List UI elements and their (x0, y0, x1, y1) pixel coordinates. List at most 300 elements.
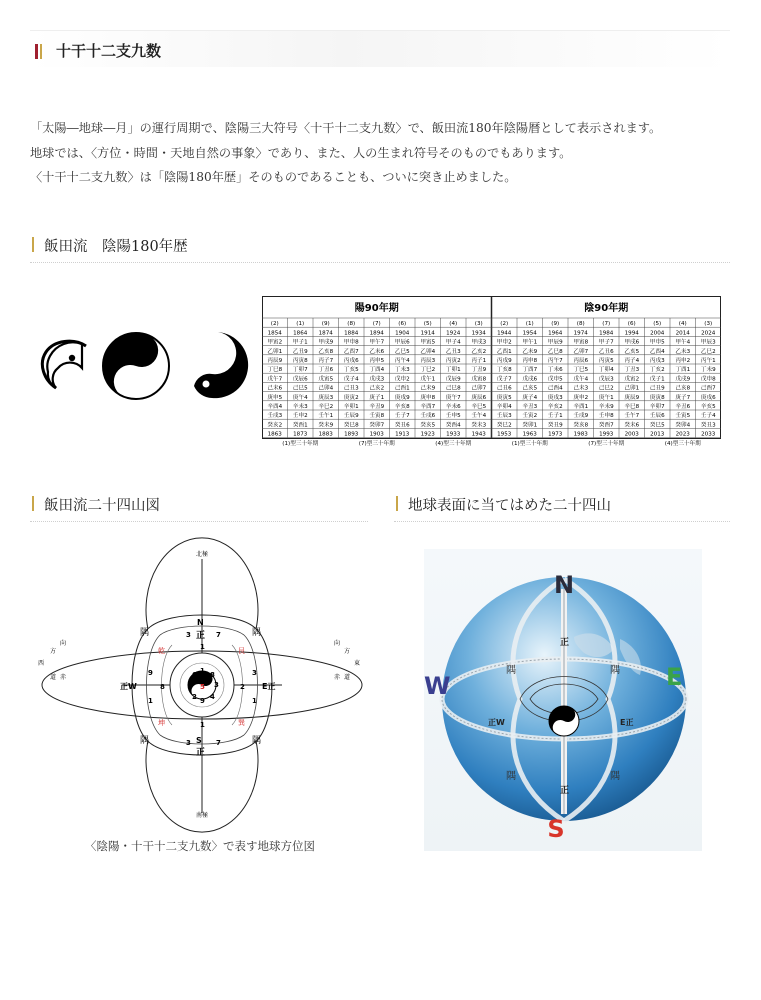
start-year: 2014 (675, 330, 690, 337)
ganzhi-cell: 戊午7 (267, 376, 283, 383)
start-year: 1994 (624, 330, 639, 337)
ganzhi-cell: 甲寅5 (420, 339, 436, 346)
start-year: 1864 (293, 330, 308, 337)
south-s-label: S (196, 736, 202, 745)
number-label: 3 (186, 631, 191, 639)
ganzhi-cell: 丙申2 (675, 358, 691, 364)
ganzhi-cell: 癸亥2 (267, 422, 283, 429)
left-outer-label: 方 (50, 648, 57, 655)
ganzhi-cell: 丙戌6 (343, 358, 359, 364)
ganzhi-cell: 戊辰3 (598, 376, 614, 383)
ganzhi-cell: 辛巳8 (624, 404, 640, 410)
ganzhi-cell: 辛卯1 (343, 404, 359, 410)
ganzhi-cell: 戊寅5 (318, 376, 334, 383)
ganzhi-cell: 丁亥8 (496, 367, 512, 374)
right-outer-label: 東 (354, 660, 361, 667)
number-label: 2 (240, 683, 245, 691)
ganzhi-cell: 己亥8 (675, 385, 691, 392)
end-year: 1943 (471, 431, 486, 438)
ganzhi-cell: 丁酉4 (369, 367, 385, 374)
trigram-label: 坤 (158, 719, 165, 727)
period-number: (2) (500, 321, 509, 328)
ganzhi-cell: 庚寅2 (343, 394, 359, 401)
ganzhi-cell: 癸酉7 (598, 422, 614, 429)
ganzhi-cell: 乙丑6 (598, 348, 614, 355)
ganzhi-cell: 辛未3 (292, 404, 308, 410)
section-title: 飯田流 陰陽180年歴 (44, 239, 188, 255)
ganzhi-cell: 乙丑3 (445, 348, 461, 355)
ganzhi-cell: 丁酉1 (675, 367, 691, 374)
ganzhi-cell: 辛未6 (445, 404, 461, 410)
left-outer-label: 赤 (60, 674, 67, 681)
end-year: 1913 (395, 431, 410, 438)
start-year: 1854 (267, 330, 282, 337)
period-number: (5) (653, 321, 662, 328)
end-year: 1973 (548, 431, 563, 438)
ganzhi-cell: 乙亥2 (471, 348, 487, 355)
center-numbers (188, 667, 219, 705)
ganzhi-cell: 甲午1 (522, 339, 538, 346)
ganzhi-cell: 壬寅2 (522, 413, 538, 420)
ganzhi-cell: 甲戌9 (318, 339, 334, 346)
globe-west-label: 正W (488, 718, 505, 727)
ganzhi-cell: 戊午1 (420, 376, 436, 383)
globe-corner-label: 隅 (506, 771, 516, 782)
ganzhi-cell: 丙寅2 (445, 358, 461, 364)
ganzhi-cell: 癸酉1 (292, 422, 308, 429)
end-year: 1933 (446, 431, 461, 438)
globe-north-zheng: 正 (560, 638, 570, 648)
ganzhi-cell: 壬戌3 (267, 413, 283, 420)
period-number: (9) (321, 321, 330, 328)
end-year: 2003 (624, 431, 639, 438)
ganzhi-cell: 庚子4 (522, 394, 538, 401)
ganzhi-cell: 丁卯1 (445, 367, 461, 374)
ganzhi-cell: 辛丑3 (522, 404, 538, 410)
ganzhi-cell: 壬辰3 (496, 413, 512, 420)
end-year: 1863 (267, 431, 282, 438)
diagram-caption: 〈陰陽・十干十二支九数〉で表す地球方位図 (85, 839, 315, 853)
ganzhi-cell: 戊戌3 (369, 376, 385, 383)
ganzhi-cell: 庚辰3 (318, 394, 334, 401)
north-zheng-label: 正 (196, 631, 206, 641)
ganzhi-cell: 丙寅8 (292, 358, 308, 364)
ganzhi-cell: 辛酉4 (267, 404, 283, 410)
ganzhi-cell: 戊辰9 (445, 376, 461, 383)
footer-label: (4)型三十年期 (435, 441, 472, 448)
ganzhi-cell: 甲午7 (369, 339, 385, 346)
ganzhi-cell: 癸卯4 (675, 422, 691, 429)
section-heading-globe (394, 493, 730, 522)
footer-label: (1)型三十年期 (282, 441, 319, 448)
ganzhi-cell: 壬午7 (624, 413, 640, 420)
period-number: (2) (270, 321, 279, 328)
ganzhi-cell: 戊申2 (394, 376, 410, 383)
intro-line: 「太陽―地球―月」の運行周期で、陰陽三大符号〈十干十二支九数〉で、飯田流180年陰陽暦として表示されます。 (30, 121, 662, 135)
ganzhi-cell: 己丑6 (496, 385, 512, 392)
right-outer-label: 赤 (334, 674, 341, 681)
ganzhi-cell: 戊子4 (343, 376, 359, 383)
ganzhi-cell: 壬寅8 (369, 413, 385, 420)
ganzhi-cell: 己酉1 (394, 385, 410, 392)
ganzhi-cell: 丙午1 (700, 358, 716, 364)
page-header (30, 30, 730, 67)
ganzhi-cell: 庚申2 (573, 394, 589, 401)
ganzhi-cell: 戊寅2 (624, 376, 640, 383)
end-year: 1873 (293, 431, 308, 438)
ganzhi-cell: 甲戌3 (471, 339, 487, 346)
footer-label: (7)型三十年期 (588, 441, 625, 448)
globe-diagram (424, 549, 702, 851)
ganzhi-cell: 戊午4 (573, 376, 589, 383)
ganzhi-cell: 戊寅8 (471, 376, 487, 383)
ganzhi-cell: 壬子4 (700, 413, 716, 420)
ganzhi-cell: 甲寅2 (267, 339, 283, 346)
ganzhi-cell: 癸巳5 (649, 422, 665, 429)
corner-label: 隅 (140, 628, 150, 638)
section-heading-calendar (30, 234, 730, 263)
ganzhi-cell: 丁丑3 (624, 367, 640, 374)
ganzhi-cell: 己亥2 (369, 385, 385, 392)
period-number: (7) (372, 321, 381, 328)
ganzhi-cell: 癸巳8 (343, 422, 359, 429)
end-year: 1923 (420, 431, 435, 438)
ganzhi-cell: 壬申2 (292, 413, 308, 420)
ganzhi-cell: 乙未3 (675, 348, 691, 355)
ganzhi-cell: 乙亥5 (624, 348, 640, 355)
yin-yang-figures (36, 330, 246, 402)
south-zheng-label: 正 (196, 748, 206, 758)
number-label: 1 (200, 643, 205, 651)
end-year: 1963 (522, 431, 537, 438)
ganzhi-cell: 庚辰9 (624, 394, 640, 401)
ganzhi-cell: 甲寅8 (573, 339, 589, 346)
corner-label: 隅 (252, 628, 262, 638)
ganzhi-cell: 己巳8 (445, 385, 461, 392)
ganzhi-cell: 壬戌6 (420, 413, 436, 420)
ganzhi-cell: 壬辰6 (649, 413, 665, 420)
start-year: 1884 (344, 330, 359, 337)
start-year: 1954 (522, 330, 537, 337)
ganzhi-cell: 壬辰9 (343, 413, 359, 420)
ganzhi-cell: 辛酉7 (420, 404, 436, 410)
ganzhi-cell: 乙未6 (369, 348, 385, 355)
footer-label: (4)型三十年期 (664, 441, 701, 448)
calendar-table (262, 296, 722, 448)
ganzhi-cell: 癸未9 (318, 422, 334, 429)
ganzhi-cell: 壬午4 (471, 413, 487, 420)
end-year: 1883 (318, 431, 333, 438)
ganzhi-cell: 庚子1 (369, 394, 385, 401)
start-year: 1874 (318, 330, 333, 337)
globe-n-label: N (553, 571, 575, 599)
start-year: 1944 (497, 330, 512, 337)
yang-period-title: 陽90年期 (354, 303, 399, 314)
ganzhi-cell: 癸丑6 (394, 422, 410, 429)
ganzhi-cell: 壬子1 (547, 413, 563, 420)
ganzhi-cell: 壬午1 (318, 413, 334, 420)
ganzhi-cell: 乙酉7 (343, 348, 359, 355)
end-year: 2013 (650, 431, 665, 438)
ganzhi-cell: 戊辰6 (292, 376, 308, 383)
ganzhi-cell: 戊子1 (649, 376, 665, 383)
solid-yin-half-icon (194, 332, 248, 398)
period-number: (8) (347, 321, 356, 328)
ganzhi-cell: 辛丑9 (369, 404, 385, 410)
section-marker (32, 496, 34, 511)
start-year: 1894 (369, 330, 384, 337)
ganzhi-cell: 丙戌9 (496, 358, 512, 364)
north-pole-label: 北極 (195, 551, 209, 558)
ganzhi-cell: 癸亥5 (420, 422, 436, 429)
trigram-label: 巽 (238, 719, 245, 727)
ganzhi-cell: 壬寅5 (675, 413, 691, 420)
ganzhi-cell: 庚申8 (420, 394, 436, 401)
ganzhi-cell: 甲申2 (496, 339, 512, 346)
center-number: 6 (192, 671, 197, 679)
ganzhi-cell: 丁卯7 (292, 367, 308, 374)
start-year: 1924 (446, 330, 461, 337)
ganzhi-cell: 壬子7 (394, 413, 410, 420)
ganzhi-cell: 己卯7 (471, 385, 487, 392)
ganzhi-cell: 庚申5 (267, 394, 283, 401)
start-year: 1904 (395, 330, 410, 337)
period-number: (6) (627, 321, 636, 328)
ganzhi-cell: 乙丑9 (292, 348, 308, 355)
ganzhi-cell: 乙亥8 (318, 348, 334, 355)
center-number: 7 (188, 681, 193, 689)
ganzhi-cell: 癸丑9 (547, 422, 563, 429)
intro-line: 地球では、〈方位・時間・天地自然の事象〉であり、また、人の生まれ符号そのものでもあります。 (30, 145, 572, 160)
section-heading-24mountains (30, 493, 368, 522)
globe-corner-label: 隅 (506, 665, 516, 676)
page-title: 十干十二支九数 (56, 42, 162, 60)
left-outer-label: 道 (50, 674, 57, 681)
ganzhi-cell: 庚午1 (598, 394, 614, 401)
ganzhi-cell: 乙酉1 (496, 348, 512, 355)
ganzhi-cell: 丙申8 (522, 358, 538, 364)
ganzhi-cell: 甲辰9 (547, 339, 563, 346)
start-year: 2024 (701, 330, 716, 337)
ganzhi-cell: 丙辰3 (420, 358, 436, 364)
ganzhi-cell: 己酉7 (700, 385, 716, 392)
section-marker (396, 496, 398, 511)
globe-e-label: E (666, 663, 683, 691)
ganzhi-cell: 辛亥5 (700, 404, 716, 410)
ganzhi-cell: 庚午4 (292, 394, 308, 401)
ganzhi-cell: 己巳5 (292, 385, 308, 392)
west-label: 正W (120, 682, 137, 691)
ganzhi-cell: 甲子1 (292, 339, 308, 346)
ganzhi-cell: 庚子7 (675, 394, 691, 401)
ganzhi-cell: 丙申5 (369, 358, 385, 364)
center-number: 3 (214, 681, 219, 689)
ganzhi-cell: 乙酉4 (649, 348, 665, 355)
ganzhi-cell: 辛巳5 (471, 404, 487, 410)
center-number: 4 (210, 693, 215, 701)
ganzhi-cell: 癸卯1 (522, 422, 538, 429)
start-year: 1934 (471, 330, 486, 337)
right-outer-label: 道 (344, 674, 351, 681)
number-label: 7 (216, 739, 221, 747)
trigram-label: 艮 (238, 647, 245, 655)
globe-corner-label: 隅 (610, 665, 620, 676)
period-number: (7) (602, 321, 611, 328)
ganzhi-cell: 辛未9 (598, 404, 614, 410)
ganzhi-cell: 丁酉7 (522, 367, 538, 374)
number-label: 9 (148, 669, 153, 677)
ganzhi-cell: 辛卯4 (496, 404, 512, 410)
ganzhi-cell: 庚戌3 (547, 394, 563, 401)
ganzhi-cell: 丁巳8 (267, 367, 283, 374)
header-marker-gold (40, 44, 42, 59)
ganzhi-cell: 丙戌3 (649, 358, 665, 364)
ganzhi-cell: 丁亥2 (649, 367, 665, 374)
globe-corner-label: 隅 (610, 771, 620, 782)
ganzhi-cell: 甲子4 (445, 339, 461, 346)
number-label: 7 (216, 631, 221, 639)
ganzhi-cell: 己卯1 (624, 385, 640, 392)
end-year: 2023 (675, 431, 690, 438)
globe-w-label: W (424, 672, 451, 700)
period-number: (3) (474, 321, 483, 328)
ganzhi-cell: 辛丑6 (675, 404, 691, 410)
footer-label: (7)型三十年期 (358, 441, 395, 448)
ganzhi-cell: 己酉4 (547, 385, 563, 392)
intro-text (30, 116, 730, 190)
start-year: 1974 (573, 330, 588, 337)
ganzhi-cell: 庚戌6 (700, 394, 716, 401)
start-year: 2004 (650, 330, 665, 337)
ganzhi-cell: 庚戌9 (394, 394, 410, 401)
ganzhi-cell: 戊申5 (547, 376, 563, 383)
end-year: 1903 (369, 431, 384, 438)
corner-label: 隅 (252, 736, 262, 746)
globe-s-label: S (547, 815, 565, 843)
ganzhi-cell: 己未6 (267, 385, 283, 392)
end-year: 1893 (344, 431, 359, 438)
center-number: 5 (200, 683, 205, 691)
ganzhi-cell: 己卯4 (318, 385, 334, 392)
ganzhi-cell: 庚寅8 (649, 394, 665, 401)
center-number: 2 (192, 693, 197, 701)
ganzhi-cell: 戊戌9 (675, 376, 691, 383)
ganzhi-cell: 丁丑9 (471, 367, 487, 374)
ganzhi-cell: 辛亥8 (394, 404, 410, 410)
taiji-symbol-icon (94, 324, 169, 403)
ganzhi-cell: 丁未6 (547, 367, 563, 374)
ganzhi-cell: 丁巳5 (573, 367, 589, 374)
start-year: 1914 (420, 330, 435, 337)
period-number: (9) (551, 321, 560, 328)
intro-line: 〈十干十二支九数〉は「陰陽180年歴」そのものであることも、ついに突き止めました。 (30, 170, 517, 184)
north-n-label: N (197, 618, 204, 627)
ganzhi-cell: 壬戌9 (573, 413, 589, 420)
period-number: (6) (398, 321, 407, 328)
section-title: 飯田流二十四山図 (44, 498, 160, 514)
ganzhi-cell: 庚寅5 (496, 394, 512, 401)
ganzhi-cell: 丁卯4 (598, 367, 614, 374)
ganzhi-cell: 乙巳2 (700, 348, 716, 355)
ganzhi-cell: 辛巳2 (318, 404, 334, 410)
ganzhi-cell: 辛卯7 (649, 404, 665, 410)
ganzhi-cell: 庚辰6 (471, 394, 487, 401)
south-pole-label: 南極 (195, 812, 209, 819)
ganzhi-cell: 戊子7 (496, 376, 512, 383)
ganzhi-cell: 甲辰3 (700, 339, 716, 346)
start-year: 1984 (599, 330, 614, 337)
period-number: (5) (423, 321, 432, 328)
ganzhi-cell: 乙卯4 (420, 348, 436, 355)
right-outer-label: 向 (334, 640, 341, 647)
ganzhi-cell: 乙巳5 (394, 348, 410, 355)
left-outer-label: 向 (60, 640, 67, 647)
ganzhi-cell: 乙未9 (522, 348, 538, 355)
ganzhi-cell: 甲午4 (675, 339, 691, 346)
period-number: (1) (525, 321, 534, 328)
section-title: 地球表面に当てはめた二十四山 (408, 498, 611, 514)
ganzhi-cell: 丙子4 (624, 358, 640, 364)
ganzhi-cell: 己丑3 (343, 385, 359, 392)
ganzhi-cell: 癸亥8 (573, 422, 589, 429)
ganzhi-cell: 丁丑6 (318, 367, 334, 374)
ganzhi-cell: 癸丑3 (700, 422, 716, 429)
ganzhi-cell: 戊戌6 (522, 376, 538, 383)
ganzhi-cell: 己未3 (573, 385, 589, 392)
ganzhi-cell: 丙辰6 (573, 358, 589, 364)
yin-period-title: 陰90年期 (584, 303, 629, 314)
hollow-yin-yang-half-icon (42, 341, 86, 388)
end-year: 2033 (701, 431, 716, 438)
trigram-label: 乾 (158, 647, 165, 655)
end-year: 1993 (599, 431, 614, 438)
center-number: 9 (200, 697, 205, 705)
footer-label: (1)型三十年期 (511, 441, 548, 448)
ganzhi-cell: 丙寅5 (598, 358, 614, 364)
ganzhi-cell: 丙午4 (394, 358, 410, 364)
ganzhi-cell: 辛酉1 (573, 404, 589, 410)
corner-label: 隅 (140, 736, 150, 746)
ganzhi-cell: 丁未3 (394, 367, 410, 374)
ganzhi-cell: 癸卯7 (369, 422, 385, 429)
ganzhi-cell: 戊申8 (700, 376, 716, 383)
ganzhi-cell: 丙子1 (471, 358, 487, 364)
globe-south-zheng: 正 (560, 786, 570, 796)
number-label: 1 (200, 721, 205, 729)
ganzhi-cell: 丁亥5 (343, 367, 359, 374)
section-marker (32, 237, 34, 252)
end-year: 1983 (573, 431, 588, 438)
ganzhi-cell: 乙卯7 (573, 348, 589, 355)
end-year: 1953 (497, 431, 512, 438)
ganzhi-cell: 丁巳2 (420, 367, 436, 374)
ganzhi-cell: 甲子7 (598, 339, 614, 346)
east-label: E正 (262, 682, 276, 691)
period-number: (3) (704, 321, 713, 328)
ganzhi-cell: 癸未6 (624, 422, 640, 429)
ganzhi-cell: 辛亥2 (547, 404, 563, 410)
number-label: 8 (160, 683, 165, 691)
ganzhi-cell: 癸酉4 (445, 422, 461, 429)
ganzhi-cell: 壬申8 (598, 413, 614, 420)
period-number: (8) (576, 321, 585, 328)
ganzhi-cell: 甲戌6 (624, 339, 640, 346)
period-number: (4) (449, 321, 458, 328)
ganzhi-cell: 甲辰6 (394, 339, 410, 346)
ganzhi-cell: 己亥5 (522, 385, 538, 392)
ganzhi-cell: 甲申8 (343, 339, 359, 346)
ganzhi-cell: 己未9 (420, 385, 436, 392)
